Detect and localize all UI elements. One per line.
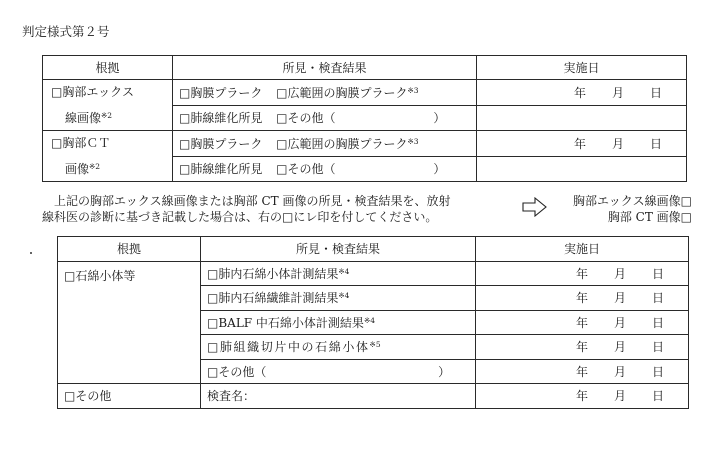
ct-date-empty xyxy=(477,156,687,182)
ct-other-checkbox[interactable]: □その他（ xyxy=(276,162,336,177)
stray-mark xyxy=(30,252,32,254)
item-note: ※5 xyxy=(369,340,381,350)
asbestos-item-4 xyxy=(201,335,476,360)
day-label: 日 xyxy=(649,85,662,100)
xray-other-checkbox[interactable]: □その他（ xyxy=(276,111,336,126)
asbestos-item-5 xyxy=(201,359,476,384)
date-cell[interactable] xyxy=(476,359,689,384)
ct-radiologist-checkbox[interactable]: 胸部 CT 画像□ xyxy=(607,210,692,224)
ct-basis-note: ※2 xyxy=(89,162,101,171)
month-label: 月 xyxy=(613,291,626,306)
xray-other-close: ） xyxy=(433,111,446,126)
year-label: 年 xyxy=(575,340,588,355)
ct-basis-cell xyxy=(43,131,173,182)
day-label: 日 xyxy=(651,364,664,379)
right-arrow-icon xyxy=(522,196,548,218)
date-cell[interactable] xyxy=(476,310,689,335)
date-cell[interactable] xyxy=(476,335,689,360)
other-basis-checkbox[interactable]: □その他 xyxy=(64,389,112,404)
month-label: 月 xyxy=(613,364,626,379)
date-cell[interactable] xyxy=(476,261,689,286)
xray-findings-row1 xyxy=(173,80,477,106)
day-label: 日 xyxy=(651,389,664,404)
tissue-section-asbestos-checkbox[interactable]: □肺組織切片中の石綿小体 xyxy=(207,340,370,355)
day-label: 日 xyxy=(651,315,664,330)
xray-date-empty xyxy=(477,105,687,131)
asbestos-basis-cell[interactable] xyxy=(58,261,201,384)
xray-basis-note: ※2 xyxy=(101,111,113,120)
ct-plaque-note: ※3 xyxy=(407,136,419,146)
ct-findings-row1 xyxy=(173,131,477,157)
xray-basis-checkbox[interactable] xyxy=(51,80,166,104)
asbestos-other-checkbox[interactable]: □その他（ xyxy=(207,364,267,379)
year-label: 年 xyxy=(575,266,588,281)
lung-asbestos-fiber-checkbox[interactable]: □肺内石綿繊維計測結果 xyxy=(207,291,339,306)
day-label: 日 xyxy=(651,291,664,306)
year-label: 年 xyxy=(575,389,588,404)
asbestos-item-2 xyxy=(201,286,476,311)
year-label: 年 xyxy=(575,315,588,330)
header-date: 実施日 xyxy=(477,56,687,80)
ct-fibrosis-checkbox[interactable]: □肺線維化所見 xyxy=(179,162,263,177)
asbestos-item-3 xyxy=(201,310,476,335)
table-row xyxy=(43,80,687,106)
asbestos-basis-checkbox[interactable]: □石綿小体等 xyxy=(64,268,136,283)
xray-radiologist-checkbox[interactable]: 胸部エックス線画像□ xyxy=(573,194,692,208)
xray-basis-label: □胸部エックス xyxy=(51,85,134,99)
date-cell[interactable] xyxy=(476,384,689,409)
exam-name-label: 検査名： xyxy=(207,389,256,404)
header-basis: 根拠 xyxy=(58,237,201,262)
xray-plaque-note: ※3 xyxy=(407,85,419,95)
xray-findings-row2 xyxy=(173,105,477,131)
header-findings: 所見・検査結果 xyxy=(173,56,477,80)
table-row xyxy=(58,261,689,286)
year-label: 年 xyxy=(575,364,588,379)
month-label: 月 xyxy=(613,340,626,355)
balf-asbestos-body-checkbox[interactable]: □BALF 中石綿小体計測結果 xyxy=(207,315,364,330)
month-label: 月 xyxy=(613,315,626,330)
imaging-findings-table xyxy=(42,55,687,182)
ct-findings-row2 xyxy=(173,156,477,182)
asbestos-findings-table xyxy=(57,236,689,409)
month-label: 月 xyxy=(611,136,624,151)
other-basis-cell xyxy=(58,384,201,409)
note-line-1: 上記の胸部エックス線画像または胸部 CT 画像の所見・検査結果を、放射 xyxy=(54,194,451,208)
day-label: 日 xyxy=(651,266,664,281)
ct-extensive-plaque-checkbox[interactable]: □広範囲の胸膜プラーク xyxy=(276,136,408,151)
year-label: 年 xyxy=(573,85,586,100)
note-line-2: 線科医の診断に基づき記載した場合は、右の□にレ印を付してください。 xyxy=(42,210,438,224)
ct-basis-label: □胸部ＣＴ xyxy=(51,136,111,150)
xray-date-cell[interactable] xyxy=(477,80,687,106)
ct-basis-label-2: 画像 xyxy=(65,162,90,176)
table-header-row xyxy=(43,56,687,80)
header-findings: 所見・検査結果 xyxy=(201,237,476,262)
xray-extensive-plaque-checkbox[interactable]: □広範囲の胸膜プラーク xyxy=(276,85,408,100)
table-header-row xyxy=(58,237,689,262)
month-label: 月 xyxy=(611,85,624,100)
asbestos-other-close: ） xyxy=(438,364,451,379)
header-date: 実施日 xyxy=(476,237,689,262)
table-row xyxy=(58,384,689,409)
ct-pleural-plaque-checkbox[interactable]: □胸膜プラーク xyxy=(179,136,263,151)
month-label: 月 xyxy=(613,266,626,281)
xray-basis-cell xyxy=(43,80,173,131)
item-note: ※4 xyxy=(363,315,375,325)
asbestos-item-1 xyxy=(201,261,476,286)
day-label: 日 xyxy=(651,340,664,355)
ct-other-close: ） xyxy=(433,162,446,177)
ct-date-cell[interactable] xyxy=(477,131,687,157)
header-basis: 根拠 xyxy=(43,56,173,80)
item-note: ※4 xyxy=(338,266,350,276)
xray-pleural-plaque-checkbox[interactable]: □胸膜プラーク xyxy=(179,85,263,100)
table-row xyxy=(43,131,687,157)
year-label: 年 xyxy=(573,136,586,151)
radiologist-note xyxy=(42,193,512,225)
date-cell[interactable] xyxy=(476,286,689,311)
month-label: 月 xyxy=(613,389,626,404)
year-label: 年 xyxy=(575,291,588,306)
ct-basis-checkbox[interactable] xyxy=(51,131,166,155)
xray-fibrosis-checkbox[interactable]: □肺線維化所見 xyxy=(179,111,263,126)
document-title: 判定様式第２号 xyxy=(22,24,110,39)
item-note: ※4 xyxy=(338,291,350,301)
xray-basis-label-2: 線画像 xyxy=(65,111,102,125)
lung-asbestos-body-checkbox[interactable]: □肺内石綿小体計測結果 xyxy=(207,266,339,281)
other-exam-cell[interactable] xyxy=(201,384,476,409)
radiologist-checkboxes xyxy=(552,193,692,225)
day-label: 日 xyxy=(649,136,662,151)
